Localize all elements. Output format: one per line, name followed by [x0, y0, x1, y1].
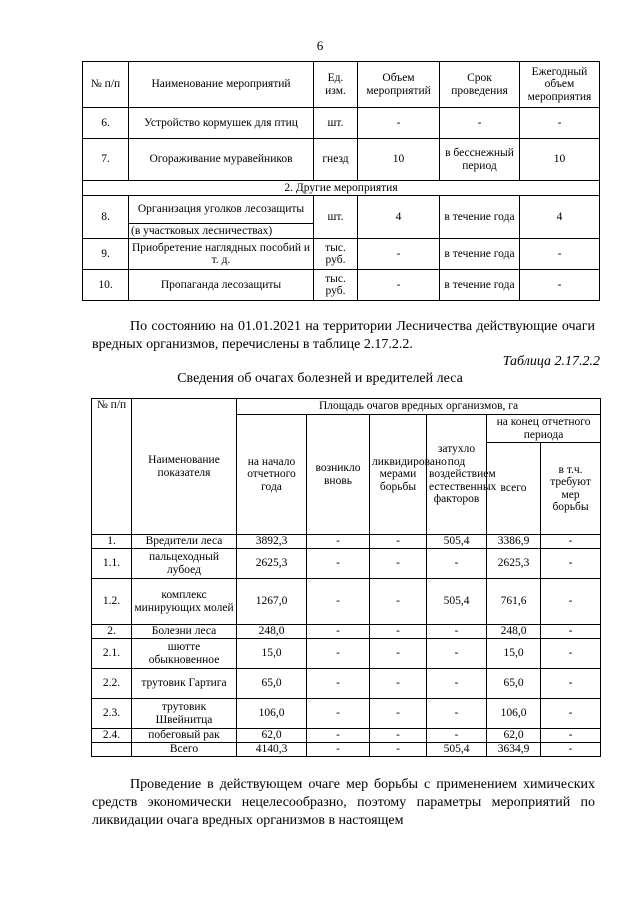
table-row [83, 139, 600, 181]
table-row [92, 729, 601, 743]
cell: - [427, 639, 487, 669]
cell: 4140,3 [237, 743, 307, 757]
cell: 106,0 [237, 699, 307, 729]
cell: комплекс минирующих молей [132, 579, 237, 625]
cell: - [520, 239, 600, 270]
cell: - [307, 743, 370, 757]
cell: трутовик Гартига [132, 669, 237, 699]
cell: 1267,0 [237, 579, 307, 625]
cell: 65,0 [487, 669, 541, 699]
cell: 761,6 [487, 579, 541, 625]
cell: 248,0 [487, 625, 541, 639]
cell: Организация уголков лесозащиты [129, 196, 314, 224]
cell: 505,4 [427, 579, 487, 625]
page-number: 6 [316, 38, 324, 53]
cell: побеговый рак [132, 729, 237, 743]
cell: тыс. руб. [314, 270, 358, 301]
cell: 9. [83, 239, 129, 270]
activities-table [82, 61, 600, 301]
table-row [92, 579, 601, 625]
cell: - [541, 699, 601, 729]
cell: - [307, 639, 370, 669]
cell: - [307, 535, 370, 549]
cell: - [370, 639, 427, 669]
cell: 1.1. [92, 549, 132, 579]
cell: 2.3. [92, 699, 132, 729]
cell: - [307, 549, 370, 579]
cell: гнезд [314, 139, 358, 181]
cell [92, 743, 132, 757]
table-header-row [92, 399, 601, 415]
table-row [92, 535, 601, 549]
cell: - [541, 743, 601, 757]
pests-table [91, 398, 601, 757]
cell: - [541, 639, 601, 669]
cell: 62,0 [487, 729, 541, 743]
cell: - [307, 729, 370, 743]
header-cell: в т.ч. требуют мер борьбы [541, 443, 601, 535]
cell: Устройство кормушек для птиц [129, 108, 314, 139]
cell: Вредители леса [132, 535, 237, 549]
table-caption: Таблица 2.17.2.2 [502, 354, 600, 369]
cell: - [307, 625, 370, 639]
cell: 8. [83, 196, 129, 239]
cell: Приобретение наглядных пособий и т. д. [129, 239, 314, 270]
cell: 248,0 [237, 625, 307, 639]
cell: 505,4 [427, 535, 487, 549]
cell: - [358, 270, 440, 301]
cell: 4 [520, 196, 600, 239]
cell: - [520, 108, 600, 139]
cell: 15,0 [237, 639, 307, 669]
cell: 2.1. [92, 639, 132, 669]
cell: 2.4. [92, 729, 132, 743]
cell: 3892,3 [237, 535, 307, 549]
cell: - [370, 669, 427, 699]
cell: - [370, 549, 427, 579]
cell: - [427, 549, 487, 579]
table-row [92, 699, 601, 729]
cell: 15,0 [487, 639, 541, 669]
cell: - [427, 669, 487, 699]
header-cell: Площадь очагов вредных организмов, га [237, 399, 601, 415]
table-row [83, 108, 600, 139]
header-cell: № п/п [92, 399, 132, 535]
cell: - [358, 108, 440, 139]
header-cell: № п/п [83, 62, 129, 108]
cell: 2625,3 [237, 549, 307, 579]
cell: - [541, 729, 601, 743]
section-row [83, 181, 600, 196]
cell: 10 [358, 139, 440, 181]
cell: трутовик Швейнитца [132, 699, 237, 729]
cell: шт. [314, 196, 358, 239]
cell: Всего [132, 743, 237, 757]
header-cell: ликвидировано мерами борьбы [370, 415, 427, 535]
table-row [92, 639, 601, 669]
header-cell: на начало отчетного года [237, 415, 307, 535]
cell: - [370, 729, 427, 743]
header-cell: на конец отчетного периода [487, 415, 601, 443]
cell: - [427, 625, 487, 639]
cell: 7. [83, 139, 129, 181]
cell: в течение года [440, 239, 520, 270]
header-cell: Срок проведения [440, 62, 520, 108]
cell: - [541, 669, 601, 699]
section-title: 2. Другие мероприятия [83, 181, 600, 196]
cell: - [541, 535, 601, 549]
cell: 2. [92, 625, 132, 639]
header-cell: Ед. изм. [314, 62, 358, 108]
cell: 3386,9 [487, 535, 541, 549]
header-cell: Ежегодный объем мероприятия [520, 62, 600, 108]
cell: - [520, 270, 600, 301]
header-cell: возникло вновь [307, 415, 370, 535]
cell: - [541, 625, 601, 639]
cell: - [307, 579, 370, 625]
table-row [92, 625, 601, 639]
cell: - [427, 699, 487, 729]
cell: шт. [314, 108, 358, 139]
cell: в бесснежный период [440, 139, 520, 181]
cell: - [307, 699, 370, 729]
cell: - [370, 743, 427, 757]
cell: - [370, 625, 427, 639]
cell: - [440, 108, 520, 139]
cell: - [370, 699, 427, 729]
header-cell: затухло под воздействием естественных факторов [427, 415, 487, 535]
table-row [83, 196, 600, 224]
table-row [92, 669, 601, 699]
cell: 1.2. [92, 579, 132, 625]
cell: тыс. руб. [314, 239, 358, 270]
cell: - [358, 239, 440, 270]
header-cell: всего [487, 443, 541, 535]
cell: Пропаганда лесозащиты [129, 270, 314, 301]
cell: 106,0 [487, 699, 541, 729]
cell: 2.2. [92, 669, 132, 699]
cell: 3634,9 [487, 743, 541, 757]
cell: пальцеходный лубоед [132, 549, 237, 579]
cell: - [541, 549, 601, 579]
cell: 4 [358, 196, 440, 239]
cell: Огораживание муравейников [129, 139, 314, 181]
total-row [92, 743, 601, 757]
table-title: Сведения об очагах болезней и вредителей леса [177, 371, 463, 386]
table-header-row [83, 62, 600, 108]
cell: 65,0 [237, 669, 307, 699]
cell: 10. [83, 270, 129, 301]
cell: - [307, 669, 370, 699]
header-cell: Наименование показателя [132, 399, 237, 535]
cell: - [427, 729, 487, 743]
cell: 10 [520, 139, 600, 181]
cell: 505,4 [427, 743, 487, 757]
cell: 62,0 [237, 729, 307, 743]
cell: - [370, 579, 427, 625]
table-row [83, 270, 600, 301]
cell: шютте обыкновенное [132, 639, 237, 669]
paragraph-1: По состоянию на 01.01.2021 на территории Лесничества действующие очаги вредных организмов, перечислены в таблице 2.17.2.2. [92, 319, 595, 352]
cell: Болезни леса [132, 625, 237, 639]
table-row [92, 549, 601, 579]
cell: в течение года [440, 270, 520, 301]
cell: в течение года [440, 196, 520, 239]
paragraph-2: Проведение в действующем очаге мер борьбы с применением химических средств экономически нецелесообразно, поэтому параметры мероприятий по ликвидации очага вредных организмов в настоящем [92, 777, 595, 828]
cell: (в участковых лесничествах) [129, 224, 314, 239]
header-cell: Наименование мероприятий [129, 62, 314, 108]
cell: 2625,3 [487, 549, 541, 579]
cell: - [370, 535, 427, 549]
cell: - [541, 579, 601, 625]
cell: 1. [92, 535, 132, 549]
header-cell: Объем мероприятий [358, 62, 440, 108]
table-row [83, 239, 600, 270]
cell: 6. [83, 108, 129, 139]
